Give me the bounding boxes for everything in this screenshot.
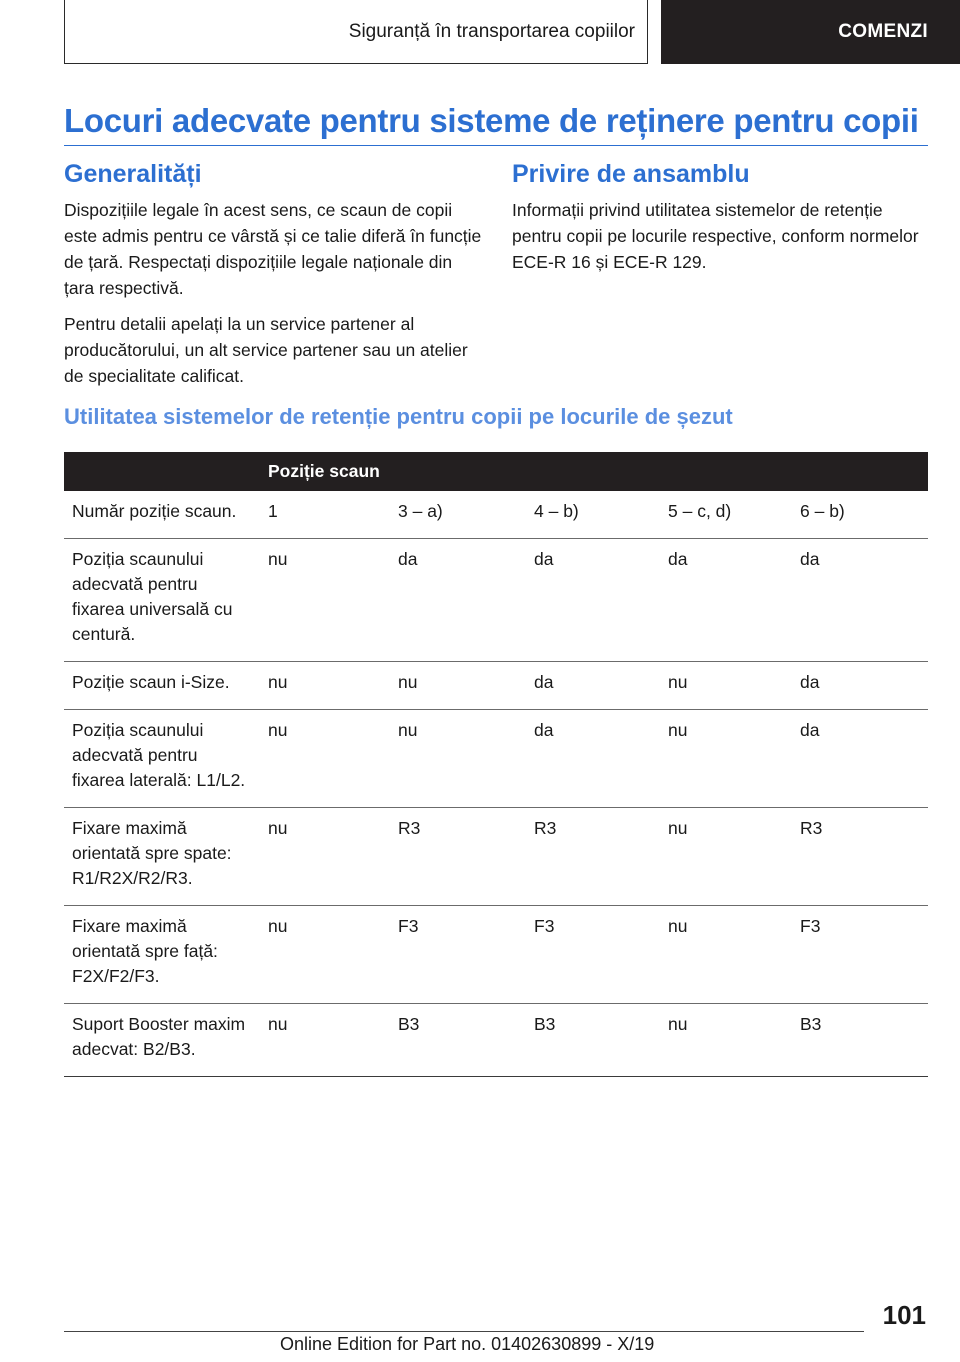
- row-label-cell: Poziție scaun i-Size.: [64, 662, 260, 710]
- header-chapter-tab: [661, 0, 960, 64]
- table-cell: nu: [660, 710, 792, 808]
- general-section: [64, 160, 484, 399]
- page-number: 101: [882, 1300, 926, 1330]
- table-cell: nu: [260, 710, 390, 808]
- title-divider: [64, 145, 928, 146]
- section-label: Siguranță în transportarea copiilor: [348, 20, 635, 42]
- table-header-cell: Poziție scaun: [260, 452, 928, 491]
- table-cell: da: [390, 539, 526, 662]
- table-cell: nu: [660, 1004, 792, 1077]
- edition-note: Online Edition for Part no. 01402630899 - X/19: [280, 1334, 655, 1354]
- header-section-title: [64, 0, 648, 64]
- row-label-cell: Poziția scaunului adecvată pentru fixarea laterală: L1/L2.: [64, 710, 260, 808]
- general-heading: Generalități: [64, 160, 202, 188]
- table-cell: 4 – b): [526, 491, 660, 539]
- table-cell: da: [792, 539, 928, 662]
- table-cell: nu: [390, 662, 526, 710]
- table-cell: 1: [260, 491, 390, 539]
- table-cell: B3: [390, 1004, 526, 1077]
- table-row: [64, 906, 928, 1004]
- general-paragraph: Dispozițiile legale în acest sens, ce scaun de copii este admis pentru ce vârstă și ce talie diferă în funcție de țară. Respectați dispozițiile legale naționale din țara respectivă.: [64, 200, 482, 298]
- table-row: [64, 808, 928, 906]
- row-label-cell: Fixare maximă orientată spre față: F2X/F2/F3.: [64, 906, 260, 1004]
- overview-paragraph: Informații privind utilitatea sistemelor de retenție pentru copii pe locurile respective, conform normelor ECE-R 16 și ECE-R 129.: [512, 200, 919, 272]
- table-cell: B3: [526, 1004, 660, 1077]
- table-cell: F3: [526, 906, 660, 1004]
- table-cell: R3: [792, 808, 928, 906]
- table-header-cell: [64, 452, 260, 491]
- seat-suitability-table: [64, 452, 928, 1077]
- footer-divider: [64, 1331, 864, 1332]
- row-label-cell: Număr poziție scaun.: [64, 491, 260, 539]
- table-cell: da: [526, 662, 660, 710]
- table-row: [64, 491, 928, 539]
- table-cell: nu: [260, 1004, 390, 1077]
- table-header-row: [64, 452, 928, 491]
- chapter-label: COMENZI: [838, 21, 928, 42]
- table-row: [64, 710, 928, 808]
- table-cell: nu: [390, 710, 526, 808]
- table-cell: R3: [526, 808, 660, 906]
- row-label-cell: Suport Booster maxim adecvat: B2/B3.: [64, 1004, 260, 1077]
- table-row: [64, 539, 928, 662]
- row-label-cell: Fixare maximă orientată spre spate: R1/R2X/R2/R3.: [64, 808, 260, 906]
- table-cell: B3: [792, 1004, 928, 1077]
- table-cell: da: [526, 710, 660, 808]
- table-cell: da: [792, 710, 928, 808]
- table-cell: nu: [660, 662, 792, 710]
- table-cell: 5 – c, d): [660, 491, 792, 539]
- row-label-cell: Poziția scaunului adecvată pentru fixarea universală cu centură.: [64, 539, 260, 662]
- overview-section: [512, 160, 928, 285]
- table-cell: 3 – a): [390, 491, 526, 539]
- table-cell: nu: [260, 662, 390, 710]
- table-cell: nu: [660, 906, 792, 1004]
- table-cell: nu: [260, 808, 390, 906]
- table-row: [64, 662, 928, 710]
- table-cell: nu: [260, 906, 390, 1004]
- table-cell: F3: [792, 906, 928, 1004]
- table-cell: nu: [660, 808, 792, 906]
- table-row: [64, 1004, 928, 1077]
- table-title: Utilitatea sistemelor de retenție pentru copii pe locurile de șezut: [64, 404, 733, 429]
- page-title: Locuri adecvate pentru sisteme de reținere pentru copii: [64, 102, 919, 139]
- table-cell: da: [660, 539, 792, 662]
- table-cell: da: [526, 539, 660, 662]
- table-cell: nu: [260, 539, 390, 662]
- general-paragraph: Pentru detalii apelați la un service partener al producătorului, un alt service partener sau un atelier de specialitate calificat.: [64, 314, 468, 386]
- table-cell: da: [792, 662, 928, 710]
- table-cell: F3: [390, 906, 526, 1004]
- overview-heading: Privire de ansamblu: [512, 160, 750, 188]
- table-cell: 6 – b): [792, 491, 928, 539]
- table-cell: R3: [390, 808, 526, 906]
